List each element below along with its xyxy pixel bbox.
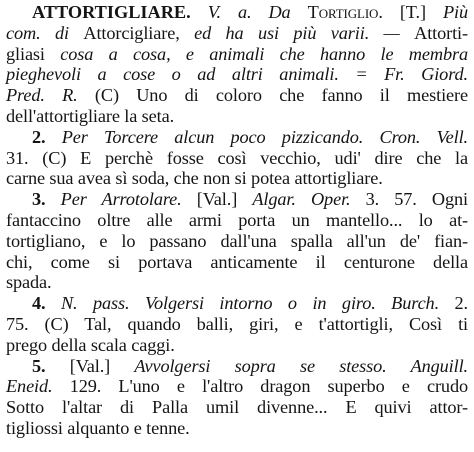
entry-text: [Val.] (45, 355, 135, 376)
entry-text (45, 189, 60, 209)
entry-text: dell'attortigliare la seta. (6, 105, 175, 126)
entry-line (6, 252, 468, 273)
entry-text: spada. (6, 272, 52, 293)
sense-number: 4. (32, 293, 46, 314)
entry-line (6, 2, 468, 23)
entry-line (6, 293, 468, 314)
entry-text: Sotto l'altar di Palla umil divenne... E quivi attor- (6, 397, 468, 418)
entry-text: Per Arrotolare. (60, 189, 182, 210)
entry-text: N. pass. Volgersi intorno o in giro. Burch. (60, 293, 440, 314)
entry-line (6, 314, 468, 335)
sense-number: 2. (32, 126, 46, 147)
entry-line (6, 272, 468, 293)
entry-text: tigliossi alquanto e tenne. (6, 417, 190, 438)
entry-text: 75. (C) Tal, quando balli, giri, e t'attortigli, Così ti (6, 313, 468, 334)
entry-line (6, 397, 468, 418)
entry-line (6, 64, 468, 85)
entry-text: Attorcigliare (83, 22, 176, 43)
entry-line (6, 85, 468, 106)
entry-text: (C) Uno di coloro che fanno il mestiere (77, 85, 468, 106)
entry-line (6, 189, 468, 210)
entry-text: gliasi (6, 43, 61, 64)
entry-text: 129. L'uno e l'altro dragon superbo e crudo (52, 376, 468, 397)
entry-text: cosa a cosa, e animali che hanno le membra (60, 43, 468, 64)
entry-text: [Val.] (181, 189, 253, 210)
entry-line (6, 356, 468, 377)
entry-text: , ed ha usi più varii. — (175, 22, 415, 43)
entry-text: Attorti- (414, 22, 468, 43)
entry-text: carne sua avea sì soda, che non si potea attortigliare. (6, 168, 383, 189)
entry-line (6, 231, 468, 252)
entry-line (6, 23, 468, 44)
entry-text: pieghevoli a cose o ad altri animali. = Fr. Giord. (6, 64, 468, 85)
entry-text: tortigliano, e lo passano dall'una spalla all'un de' fian- (6, 230, 468, 251)
entry-text: 2. (439, 293, 468, 314)
entry-text: 3. 57. Ogni (350, 189, 469, 210)
sense-number: 3. (32, 189, 46, 210)
entry-line (6, 127, 468, 148)
entry-line (6, 335, 468, 356)
entry-text: fantaccino oltre alle armi porta un mantello... lo at- (6, 209, 468, 230)
entry-line (6, 148, 468, 169)
sense-number: 5. (32, 355, 46, 376)
entry-text: Avvolgersi sopra se stesso. Anguill. (134, 355, 469, 376)
headword: ATTORTIGLIARE. (32, 2, 191, 22)
entry-text: chi, come si portava anticamente il centurone della (6, 251, 468, 272)
entry-text: Pred. R. (6, 85, 78, 106)
entry-line (6, 376, 468, 397)
entry-line (6, 418, 468, 439)
entry-text: Eneid. (6, 376, 53, 397)
entry-text: [T.] (382, 2, 443, 22)
entry-text (45, 127, 61, 147)
entry-text: prego della scala caggi. (6, 334, 175, 355)
entry-line (6, 210, 468, 231)
entry-text: Più (442, 2, 468, 22)
entry-text: Per Torcere alcun poco pizzicando. Cron. Vell. (61, 126, 469, 147)
entry-text: Algar. Oper. (252, 189, 351, 210)
entry-line (6, 106, 468, 127)
entry-text: 31. (C) E perchè fosse così vecchio, udi' dire che la (6, 147, 468, 168)
entry-text: com. di (6, 22, 84, 43)
entry-text (191, 2, 208, 22)
dictionary-entry (6, 2, 468, 439)
entry-text (45, 293, 61, 313)
entry-line (6, 168, 468, 189)
entry-text: Tortiglio. (307, 2, 383, 22)
entry-line (6, 44, 468, 65)
entry-text: V. a. Da (207, 2, 308, 22)
